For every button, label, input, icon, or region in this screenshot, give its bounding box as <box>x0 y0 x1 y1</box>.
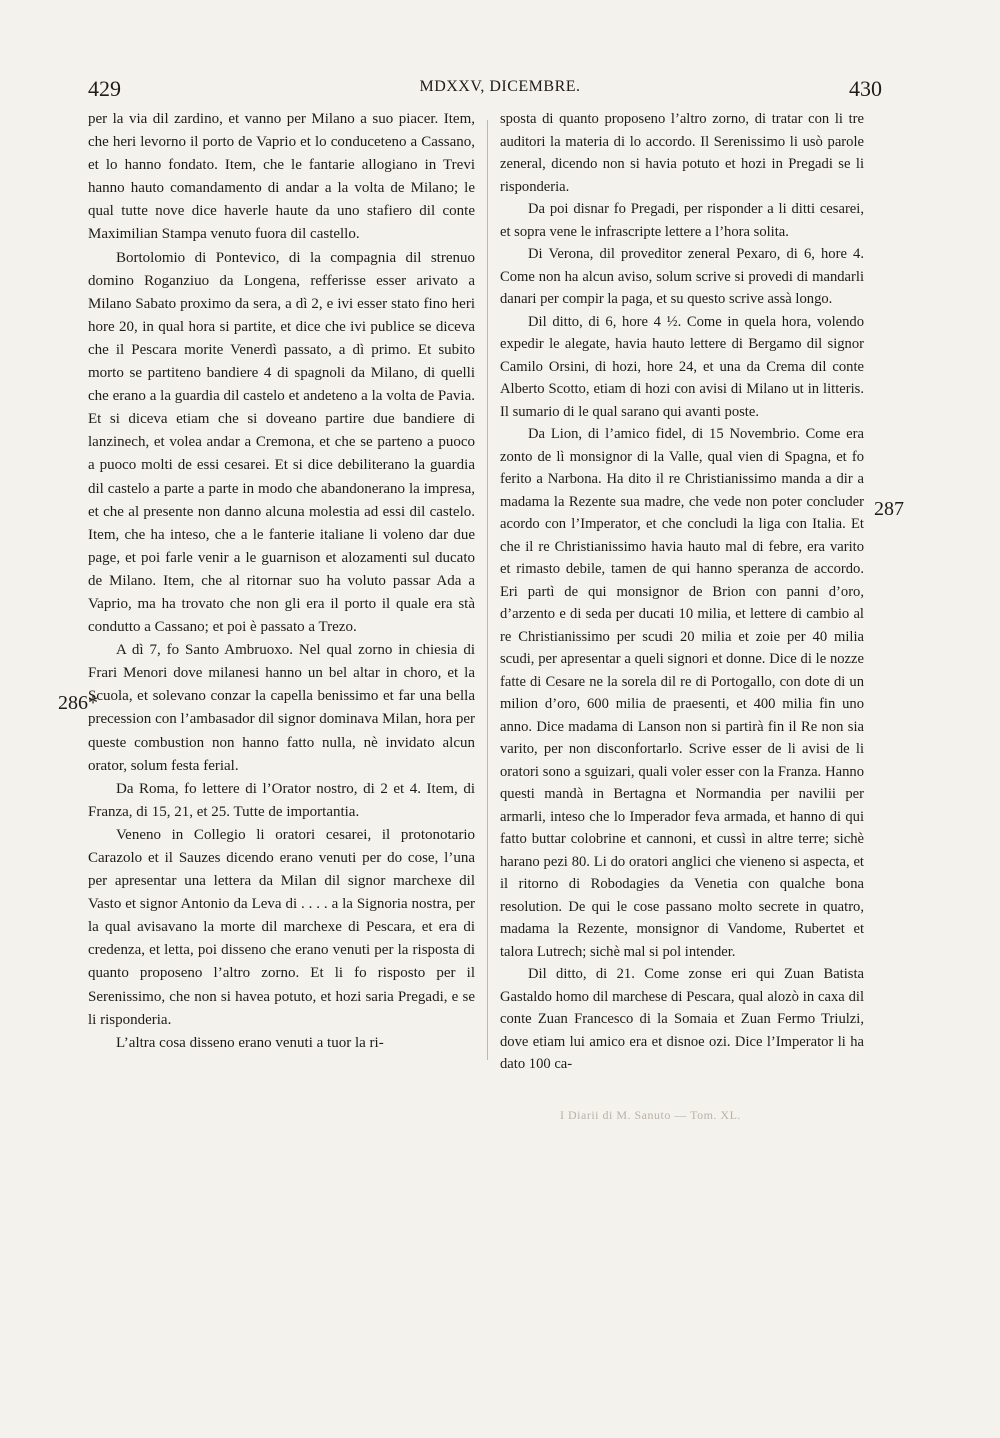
running-header <box>0 68 1000 108</box>
paragraph: per la via dil zardino, et vanno per Milano a suo piacer. Item, che heri levorno il porto de Vaprio et lo conduceteno a Cassano, et lo hanno fondato. Item, che le fantarie allogiano in Trevi hanno hauto comandamento di andar a la volta de Milano; le qual tutte nove dice haverle haute da uno stafiero dil conte Maximilian Stampa venuto fuora dil castello. <box>88 111 475 243</box>
page-number-left: 429 <box>88 76 121 101</box>
paragraph: A dì 7, fo Santo Ambruoxo. Nel qual zorno in chiesia di Frari Menori dove milanesi hanno un bel altar in choro, et la Scuola, et solevano conzar la capella benissimo et far una bella precession con l’ambasador dil signor dominava Milan, hora per queste combustion non hanno fatto nulla, nè invidato alcun orator, solum festa ferial. <box>88 642 475 774</box>
paragraph: Veneno in Collegio li oratori cesarei, il protonotario Carazolo et il Sauzes dicendo erano venuti per do cose, l’una per apresentar una lettera da Milan dil signor marchexe dil Vasto et signor Antonio da Leva di . . . . a la Signoria nostra, per la qual avisavano la morte dil marchexe di Pescara, et era di credenza, et letta, poi disseno che erano venuti per la risposta di quanto proposeno l’altro zorno. Et li fo risposto per il Serenissimo, che non si havea potuto, et hozi saria Pregadi, e se li risponderia. <box>88 826 475 1028</box>
running-title: MDXXV, DICEMBRE. <box>419 78 581 95</box>
column-divider <box>487 120 488 1060</box>
paragraph: Dil ditto, di 21. Come zonse eri qui Zuan Batista Gastaldo homo dil marchese di Pescara, qual alozò in caxa dil conte Zuan Francesco di la Somaia et Zuan Fermo Triulzi, dove etiam lui amico era et disnoe ozi. Dice l’Imperator li ha dato 100 ca- <box>500 966 864 1072</box>
paragraph: Di Verona, dil proveditor zeneral Pexaro, di 6, hore 4. Come non ha alcun aviso, solum scrive si provedi di mandarli danari per compir la paga, et su questo scrive assà longo. <box>500 246 864 307</box>
paragraph: Bortolomio di Pontevico, di la compagnia dil strenuo domino Roganziuo da Longena, refferisse esser arivato a Milano Sabato proximo da sera, a dì 2, e ivi esser stato fino heri hore 20, in qual hora si partite, et dice che ivi publice se diceva che il Pescara morite Venerdì passato, a dì primo. Et subito morto se partiteno bandiere 4 di spagnoli da Milano, di quelli che erano a la guardia dil castelo et andeteno a la volta de Pavia. Et si diceva etiam che si doveano partire due bandiere di lanzinech, et volea andar a Cremona, et che se parteno a puoco a puoco molti de essi cesarei. Et si dice debiliterano la guardia dil castelo a parte a parte in modo che abandonerano la impresa, et che al presente non danno alcuna molestia ad essi dil castelo. Item, che ha inteso, che a le fanterie italiane li voleno dar due page, et poi farle venir a le guarnison et alozamenti sul ducato de Milano. Item, che al ritornar suo ha voluto passar Ada a Vaprio, ma ha trovato che non gli era il porto il quale era stà condutto a Cassano; et poi è passato a Trezo. <box>88 249 475 636</box>
paragraph: Dil ditto, di 6, hore 4 ½. Come in quela hora, volendo expedir le alegate, havia hauto lettere di Bergamo dil signor Camilo Orsini, di hozi, hore 24, et una da Crema dil conte Alberto Scotto, etiam di hozi con avisi di Milano ut in litteris. Il sumario di le qual sarano qui avanti poste. <box>500 313 864 420</box>
paragraph: Da Lion, di l’amico fidel, di 15 Novembrio. Come era zonto de lì monsignor di la Valle, qual vien di Spagna, et fo ferito a Narbona. Ha dito il re Christianissimo manda a dir a madama la Rezente sua madre, che vede non poter concluder acordo con l’Imperator, et che concludi la liga con Italia. Et che il re Christianissimo havia hauto mal di febre, era varito et rimasto debile, tamen de qui hanno speranza de accordo. Eri partì de qui monsignor de Brion con panni d’oro, d’arzento e di seda per ducati 10 milia, et lettere di cambio al re Christianissimo per scudi 20 milia et zoie per 40 milia scudi, per apresentar a queli signori et donne. Dice di le nozze fatte di Cesare ne la sorela dil re di Portogallo, con dote di un milion d’oro, 600 milia de praesenti, et 400 milia fin uno anno. Dice madama di Lanson non si partirà fin il Re non sia varito, per non disconfortarlo. Scrive esser de li avisi de li oratori sono a sguizari, quali voler esser con la Franza. Hanno questi mandà in Bertagna et Normandia per navilii per armarli, inteso che lo Imperador feva armada, et hanno di qui fatto buttar colobrine et cannoni, et cussì in altre terre; sichè harano pezi 80. Li do oratori anglici che vieneno si aspecta, et il ritorno di Robodagies da Venetia con qualche bona resolution. De qui le cose passano molto secrete in quatro, madama la Rezente, monsignor di Vandome, Rubertet et talora Lutrech; sichè mal si pol intender. <box>500 426 864 960</box>
printer-signature: I Diarii di M. Sanuto — Tom. XL. <box>560 1108 741 1122</box>
margin-number-left: 286* <box>58 692 98 714</box>
margin-number-right: 287 <box>874 498 904 520</box>
left-column <box>88 108 475 1055</box>
paragraph: sposta di quanto proposeno l’altro zorno, di tratar con li tre auditori la materia di lo accordo. Il Serenissimo li usò parole zeneral, dicendo non si havia potuto et hozi in Pregadi se li risponderia. <box>500 111 864 195</box>
right-column <box>500 108 864 1076</box>
page-number-right: 430 <box>849 76 882 101</box>
paragraph: L’altra cosa disseno erano venuti a tuor la ri- <box>116 1034 384 1051</box>
paragraph: Da Roma, fo lettere di l’Orator nostro, di 2 et 4. Item, di Franza, di 15, 21, et 25. Tutte de importantia. <box>88 780 475 820</box>
paragraph: Da poi disnar fo Pregadi, per risponder a li ditti cesarei, et sopra vene le infrascripte lettere a l’hora solita. <box>500 201 864 240</box>
